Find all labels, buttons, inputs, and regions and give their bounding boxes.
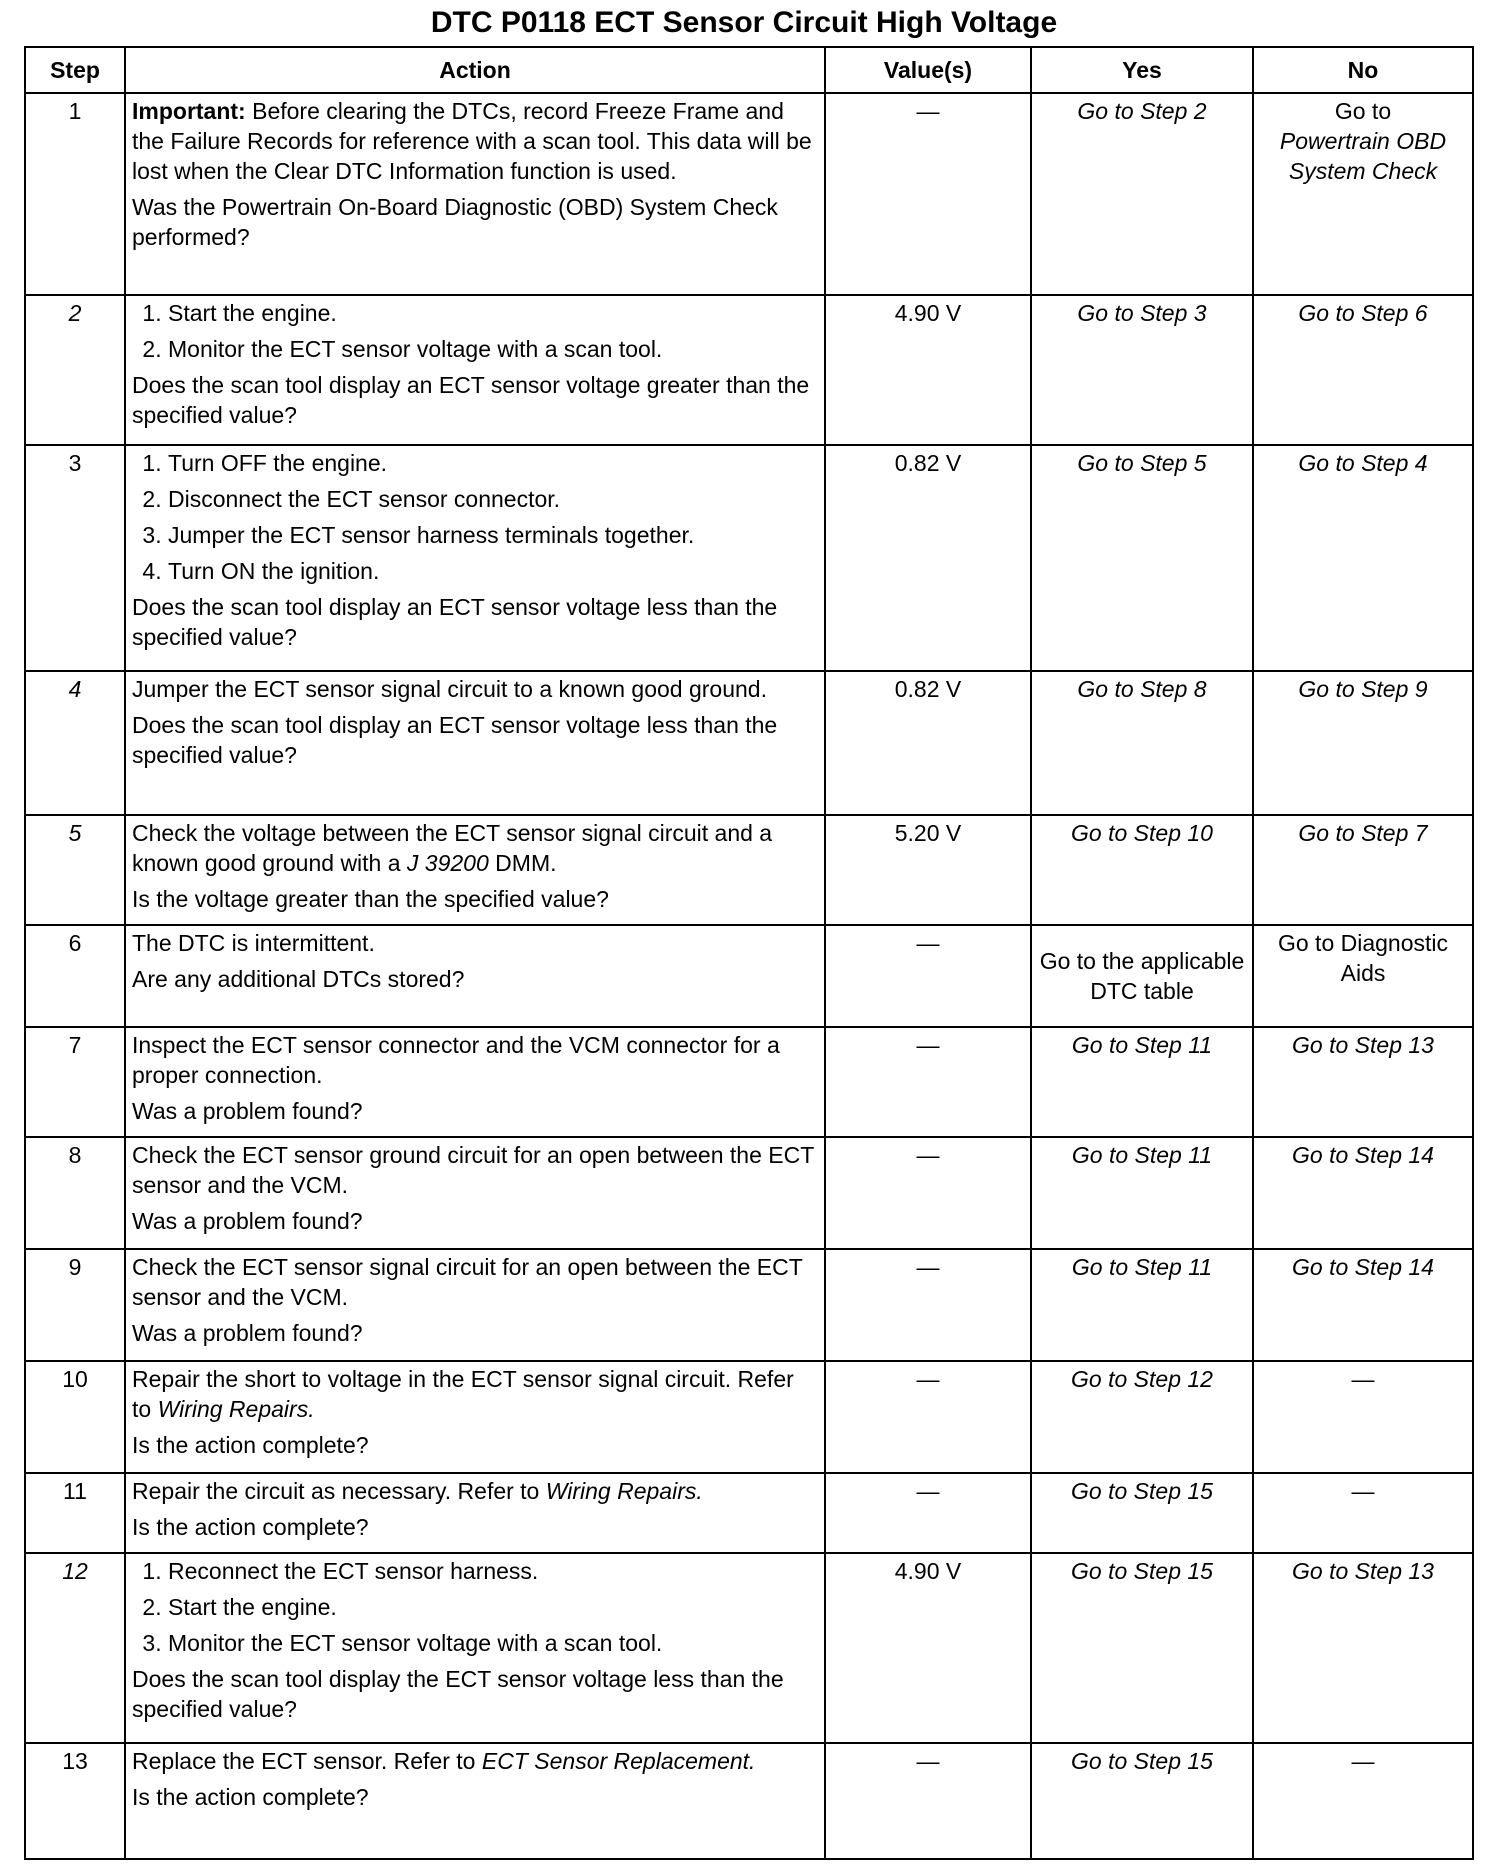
action-list-item: 1. Reconnect the ECT sensor harness. <box>168 1556 818 1586</box>
action-question: Was a problem found? <box>132 1208 363 1234</box>
no-cell: Go to Diagnostic Aids <box>1253 925 1473 1027</box>
step-number: 6 <box>25 925 125 1027</box>
page-title: DTC P0118 ECT Sensor Circuit High Voltage <box>430 6 1058 39</box>
no-cell <box>1253 93 1473 295</box>
action-text-suffix: DMM. <box>488 850 557 876</box>
action-list <box>132 1556 818 1658</box>
header-value: Value(s) <box>825 47 1031 93</box>
action-question: Was the Powertrain On-Board Diagnostic (OBD) System Check performed? <box>132 194 778 250</box>
yes-cell: Go to Step 11 <box>1031 1249 1253 1361</box>
value-cell: — <box>825 1249 1031 1361</box>
yes-cell: Go to Step 2 <box>1031 93 1253 295</box>
no-cell: Go to Step 6 <box>1253 295 1473 445</box>
header-step: Step <box>25 47 125 93</box>
action-list-item: 2. Monitor the ECT sensor voltage with a scan tool. <box>168 334 818 364</box>
action-cell <box>125 671 825 815</box>
no-cell: Go to Step 14 <box>1253 1137 1473 1249</box>
action-cell <box>125 1249 825 1361</box>
no-cell: Go to Step 13 <box>1253 1553 1473 1743</box>
action-list-item: 1. Start the engine. <box>168 298 818 328</box>
no-cell: Go to Step 7 <box>1253 815 1473 925</box>
value-cell: 0.82 V <box>825 445 1031 671</box>
table-row <box>25 445 1473 671</box>
action-cell <box>125 93 825 295</box>
action-question: Does the scan tool display an ECT sensor voltage less than the specified value? <box>132 712 778 768</box>
action-cell <box>125 1473 825 1553</box>
action-list <box>132 448 818 586</box>
step-number: 9 <box>25 1249 125 1361</box>
no-cell: Go to Step 14 <box>1253 1249 1473 1361</box>
action-list-item: 3. Monitor the ECT sensor voltage with a scan tool. <box>168 1628 818 1658</box>
yes-cell: Go to Step 12 <box>1031 1361 1253 1473</box>
table-row <box>25 1361 1473 1473</box>
action-cell <box>125 1553 825 1743</box>
step-number: 3 <box>25 445 125 671</box>
action-list-item: 2. Disconnect the ECT sensor connector. <box>168 484 818 514</box>
action-question: Is the voltage greater than the specified value? <box>132 886 609 912</box>
action-text <box>132 818 818 878</box>
action-list-item: 3. Jumper the ECT sensor harness terminals together. <box>168 520 818 550</box>
action-list <box>132 298 818 364</box>
header-yes: Yes <box>1031 47 1253 93</box>
table-row <box>25 1027 1473 1137</box>
step-number: 10 <box>25 1361 125 1473</box>
value-cell: — <box>825 1361 1031 1473</box>
action-text: Check the ECT sensor signal circuit for an open between the ECT sensor and the VCM. <box>132 1254 803 1310</box>
important-note <box>132 96 818 186</box>
step-number: 13 <box>25 1743 125 1859</box>
action-cell <box>125 925 825 1027</box>
action-question: Is the action complete? <box>132 1514 369 1540</box>
action-text <box>132 1476 818 1506</box>
yes-cell: Go to Step 8 <box>1031 671 1253 815</box>
action-cell <box>125 445 825 671</box>
important-label: Important: <box>132 98 246 124</box>
step-number: 4 <box>25 671 125 815</box>
step-number: 1 <box>25 93 125 295</box>
table-row <box>25 815 1473 925</box>
step-number: 7 <box>25 1027 125 1137</box>
action-question: Does the scan tool display an ECT sensor voltage less than the specified value? <box>132 594 778 650</box>
header-row <box>25 47 1473 93</box>
diagnostic-table <box>24 46 1474 1860</box>
table-row <box>25 1743 1473 1859</box>
action-text <box>132 1364 818 1424</box>
step-number: 11 <box>25 1473 125 1553</box>
value-cell: — <box>825 1473 1031 1553</box>
no-cell: — <box>1253 1743 1473 1859</box>
table-row <box>25 1553 1473 1743</box>
yes-cell: Go to Step 10 <box>1031 815 1253 925</box>
value-cell: — <box>825 1743 1031 1859</box>
no-cell: — <box>1253 1361 1473 1473</box>
action-list-item: 4. Turn ON the ignition. <box>168 556 818 586</box>
action-cell <box>125 1027 825 1137</box>
table-row <box>25 1473 1473 1553</box>
action-cell <box>125 295 825 445</box>
action-cell <box>125 815 825 925</box>
action-question: Does the scan tool display the ECT sensor voltage less than the specified value? <box>132 1666 784 1722</box>
value-cell: — <box>825 925 1031 1027</box>
value-cell: — <box>825 93 1031 295</box>
yes-cell: Go to Step 5 <box>1031 445 1253 671</box>
action-text-prefix: Check the voltage between the ECT sensor signal circuit and a known good ground with a <box>132 820 773 876</box>
action-question: Was a problem found? <box>132 1098 363 1124</box>
no-cell: Go to Step 9 <box>1253 671 1473 815</box>
action-text-prefix: Replace the ECT sensor. Refer to <box>132 1748 482 1774</box>
step-number: 2 <box>25 295 125 445</box>
table-row <box>25 671 1473 815</box>
action-text: Check the ECT sensor ground circuit for an open between the ECT sensor and the VCM. <box>132 1142 814 1198</box>
no-cell: Go to Step 13 <box>1253 1027 1473 1137</box>
yes-cell: Go to Step 15 <box>1031 1473 1253 1553</box>
action-text: Jumper the ECT sensor signal circuit to a known good ground. <box>132 676 767 702</box>
value-cell: — <box>825 1027 1031 1137</box>
value-cell: — <box>825 1137 1031 1249</box>
table-row <box>25 1249 1473 1361</box>
header-action: Action <box>125 47 825 93</box>
action-question: Is the action complete? <box>132 1432 369 1458</box>
doc-reference: Wiring Repairs. <box>545 1478 703 1504</box>
action-cell <box>125 1137 825 1249</box>
value-cell: 0.82 V <box>825 671 1031 815</box>
yes-cell: Go to Step 11 <box>1031 1027 1253 1137</box>
action-list-item: 1. Turn OFF the engine. <box>168 448 818 478</box>
action-question: Is the action complete? <box>132 1784 369 1810</box>
step-number: 8 <box>25 1137 125 1249</box>
action-text: Inspect the ECT sensor connector and the VCM connector for a proper connection. <box>132 1032 780 1088</box>
step-number: 12 <box>25 1553 125 1743</box>
yes-cell: Go to Step 11 <box>1031 1137 1253 1249</box>
action-question: Does the scan tool display an ECT sensor voltage greater than the specified value? <box>132 372 810 428</box>
action-question: Was a problem found? <box>132 1320 363 1346</box>
action-list-item: 2. Start the engine. <box>168 1592 818 1622</box>
table-row <box>25 93 1473 295</box>
action-cell <box>125 1743 825 1859</box>
value-cell: 5.20 V <box>825 815 1031 925</box>
no-cell: Go to Step 4 <box>1253 445 1473 671</box>
yes-cell: Go to Step 3 <box>1031 295 1253 445</box>
no-link: Powertrain OBD System Check <box>1279 128 1447 184</box>
no-prefix: Go to <box>1334 98 1392 124</box>
action-text: The DTC is intermittent. <box>132 930 375 956</box>
header-no: No <box>1253 47 1473 93</box>
table-row <box>25 1137 1473 1249</box>
action-text <box>132 1746 818 1776</box>
action-cell <box>125 1361 825 1473</box>
value-cell: 4.90 V <box>825 1553 1031 1743</box>
no-cell: — <box>1253 1473 1473 1553</box>
table-row <box>25 925 1473 1027</box>
doc-reference: ECT Sensor Replacement. <box>481 1748 756 1774</box>
yes-cell: Go to Step 15 <box>1031 1553 1253 1743</box>
action-text-prefix: Repair the short to voltage in the ECT sensor signal circuit. Refer to <box>132 1366 794 1422</box>
tool-reference: J 39200 <box>406 850 489 876</box>
yes-cell: Go to the applicable DTC table <box>1031 925 1253 1027</box>
action-text-prefix: Repair the circuit as necessary. Refer to <box>132 1478 546 1504</box>
step-number: 5 <box>25 815 125 925</box>
table-row <box>25 295 1473 445</box>
value-cell: 4.90 V <box>825 295 1031 445</box>
doc-reference: Wiring Repairs. <box>157 1396 315 1422</box>
action-question: Are any additional DTCs stored? <box>132 966 465 992</box>
important-text: Before clearing the DTCs, record Freeze Frame and the Failure Records for reference with a scan tool. This data will be lost when the Clear DTC Information function is used. <box>132 98 812 184</box>
yes-cell: Go to Step 15 <box>1031 1743 1253 1859</box>
